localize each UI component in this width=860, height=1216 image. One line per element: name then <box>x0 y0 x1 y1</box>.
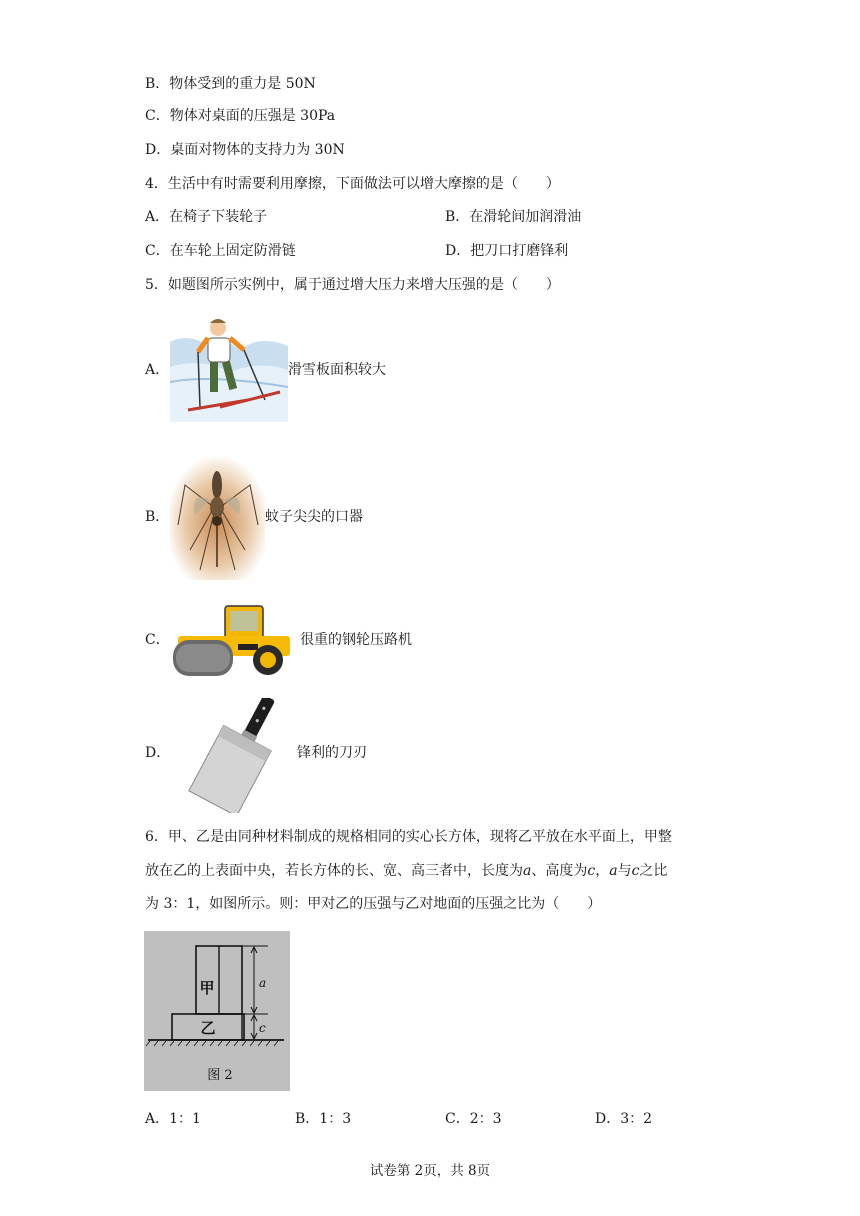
q5-option-c-text: 很重的钢轮压路机 <box>300 632 412 648</box>
q6-option-b: B．1：3 <box>295 1111 352 1127</box>
block-label-yi: 乙 <box>200 1019 216 1037</box>
q5-option-b-text: 蚊子尖尖的口器 <box>265 509 363 525</box>
skier-image <box>170 312 288 422</box>
page-footer: 试卷第 2页，共 8页 <box>369 1163 491 1179</box>
q5-option-a-text: 滑雪板面积较大 <box>288 362 386 378</box>
q6-option-d: D．3：2 <box>595 1111 653 1127</box>
q3-option-b: B．物体受到的重力是 50N <box>145 76 316 92</box>
q3-option-d: D．桌面对物体的支持力为 30N <box>145 142 345 158</box>
q5-option-d-text: 锋利的刀刃 <box>297 745 367 761</box>
dim-label-a: a <box>259 976 267 990</box>
q6-line-3: 为 3：1，如图所示。则：甲对乙的压强与乙对地面的压强之比为（ ） <box>145 896 602 912</box>
q4-option-c: C．在车轮上固定防滑链 <box>145 243 296 259</box>
block-stack-figure <box>144 931 290 1091</box>
q3-option-c: C．物体对桌面的压强是 30Pa <box>145 108 336 124</box>
q6-line-2: 放在乙的上表面中央，若长方体的长、宽、高三者中，长度为a、高度为c，a与c之比 <box>145 863 668 879</box>
q4-option-d: D．把刀口打磨锋利 <box>445 243 569 259</box>
q6-line-1: 6．甲、乙是由同种材料制成的规格相同的实心长方体，现将乙平放在水平面上，甲整 <box>145 829 672 845</box>
q5-option-b-label: B． <box>145 509 170 525</box>
dim-label-c: c <box>259 1021 266 1035</box>
q6-option-a: A．1：1 <box>145 1111 201 1127</box>
q5-stem: 5．如题图所示实例中，属于通过增大压力来增大压强的是（ ） <box>145 277 560 293</box>
q4-option-b: B．在滑轮间加润滑油 <box>445 209 582 225</box>
q6-option-c: C．2：3 <box>445 1111 502 1127</box>
q5-option-c-label: C． <box>145 632 170 648</box>
q5-option-a-label: A． <box>145 362 170 378</box>
q4-option-a: A．在椅子下装轮子 <box>145 209 268 225</box>
mosquito-image <box>170 455 265 580</box>
road-roller-image <box>170 598 298 680</box>
q5-option-d-label: D． <box>145 745 171 761</box>
cleaver-image <box>178 698 296 813</box>
block-label-jia: 甲 <box>199 979 215 997</box>
q4-stem: 4．生活中有时需要利用摩擦，下面做法可以增大摩擦的是（ ） <box>145 176 560 192</box>
figure-caption: 图 2 <box>207 1068 233 1083</box>
